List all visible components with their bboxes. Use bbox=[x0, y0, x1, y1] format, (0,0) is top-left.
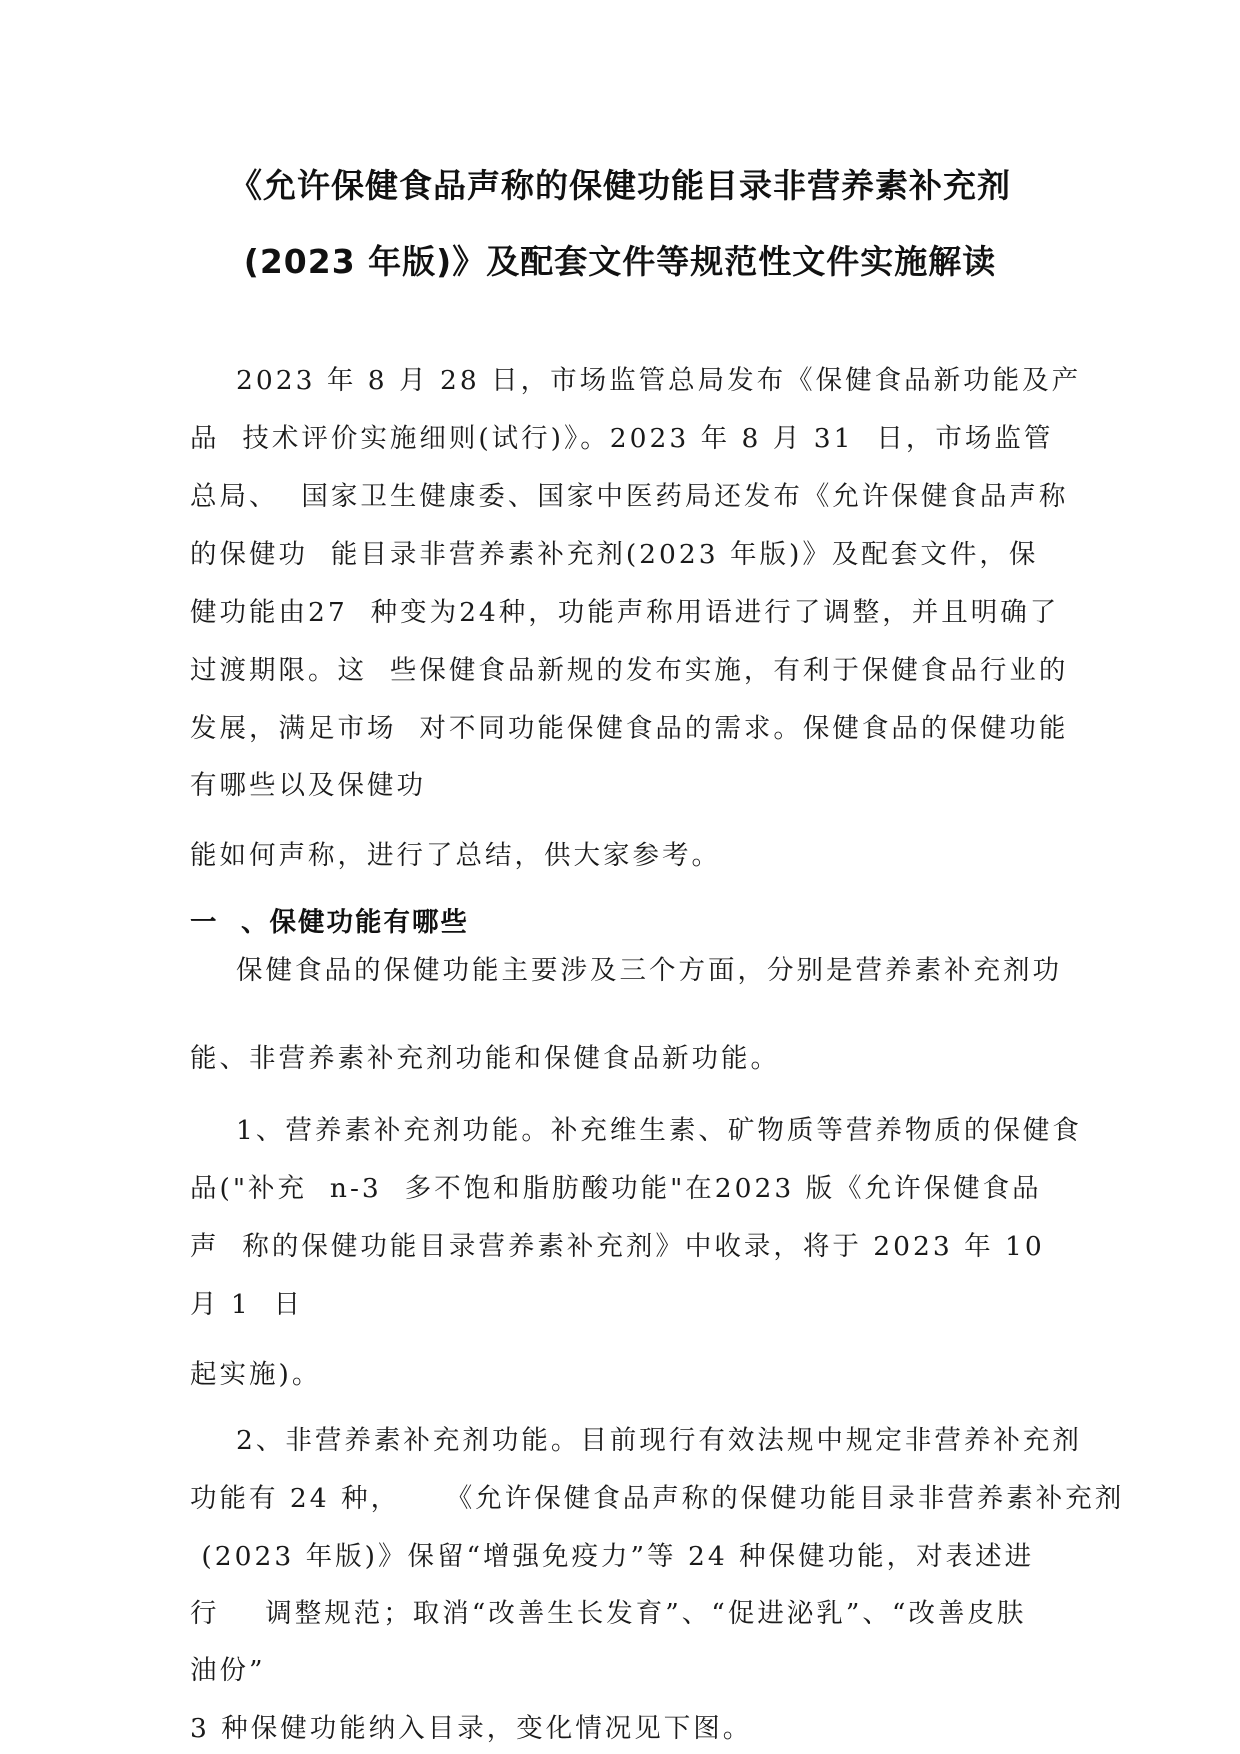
section1-p3-line-5: 油份” bbox=[190, 1655, 266, 1686]
section1-p2-line-3: 声 称的保健功能目录营养素补充剂》中收录，将于 2023 年 10 bbox=[190, 1231, 1045, 1262]
intro-line-3: 总局、 国家卫生健康委、国家中医药局还发布《允许保健食品声称 bbox=[190, 481, 1069, 512]
section1-p2-line-2: 品("补充 n-3 多不饱和脂肪酸功能"在2023 版《允许保健食品 bbox=[190, 1173, 1042, 1204]
section1-p3-line-6: 3 种保健功能纳入目录，变化情况见下图。 bbox=[190, 1713, 753, 1744]
document-title-line-1: 《允许保健食品声称的保健功能目录非营养素补充剂 bbox=[229, 166, 1011, 205]
intro-line-2: 品 技术评价实施细则(试行)》。2023 年 8 月 31 日，市场监管 bbox=[190, 423, 1054, 454]
section1-p3-line-4: 行 调整规范；取消“改善生长发育”、“促进泌乳”、“改善皮肤 bbox=[190, 1598, 1027, 1629]
intro-line-9: 能如何声称，进行了总结，供大家参考。 bbox=[190, 840, 721, 871]
intro-line-8: 有哪些以及保健功 bbox=[190, 770, 426, 801]
section1-p3-line-3: (2023 年版)》保留“增强免疫力”等 24 种保健功能，对表述进 bbox=[190, 1541, 1035, 1572]
document-title-line-2: (2023 年版)》及配套文件等规范性文件实施解读 bbox=[243, 242, 997, 281]
intro-line-5: 健功能由27 种变为24种，功能声称用语进行了调整，并且明确了 bbox=[190, 597, 1060, 628]
section1-p2-line-1: 1、营养素补充剂功能。补充维生素、矿物质等营养物质的保健食 bbox=[236, 1115, 1082, 1146]
intro-line-7: 发展，满足市场 对不同功能保健食品的需求。保健食品的保健功能 bbox=[190, 713, 1069, 744]
intro-line-1: 2023 年 8 月 28 日，市场监管总局发布《保健食品新功能及产 bbox=[236, 365, 1082, 396]
section-heading: 一 、保健功能有哪些 bbox=[190, 907, 469, 938]
section1-p2-line-5: 起实施)。 bbox=[190, 1359, 322, 1390]
intro-line-6: 过渡期限。这 些保健食品新规的发布实施，有利于保健食品行业的 bbox=[190, 655, 1069, 686]
section1-p3-line-1: 2、非营养素补充剂功能。目前现行有效法规中规定非营养补充剂 bbox=[236, 1425, 1082, 1456]
section1-p1-line-1: 保健食品的保健功能主要涉及三个方面，分别是营养素补充剂功 bbox=[236, 955, 1062, 986]
section1-p3-line-2: 功能有 24 种， 《允许保健食品声称的保健功能目录非营养素补充剂 bbox=[190, 1483, 1125, 1514]
section1-p1-line-2: 能、非营养素补充剂功能和保健食品新功能。 bbox=[190, 1043, 780, 1074]
section1-p2-line-4: 月 1 日 bbox=[190, 1289, 304, 1320]
intro-line-4: 的保健功 能目录非营养素补充剂(2023 年版)》及配套文件，保 bbox=[190, 539, 1039, 570]
